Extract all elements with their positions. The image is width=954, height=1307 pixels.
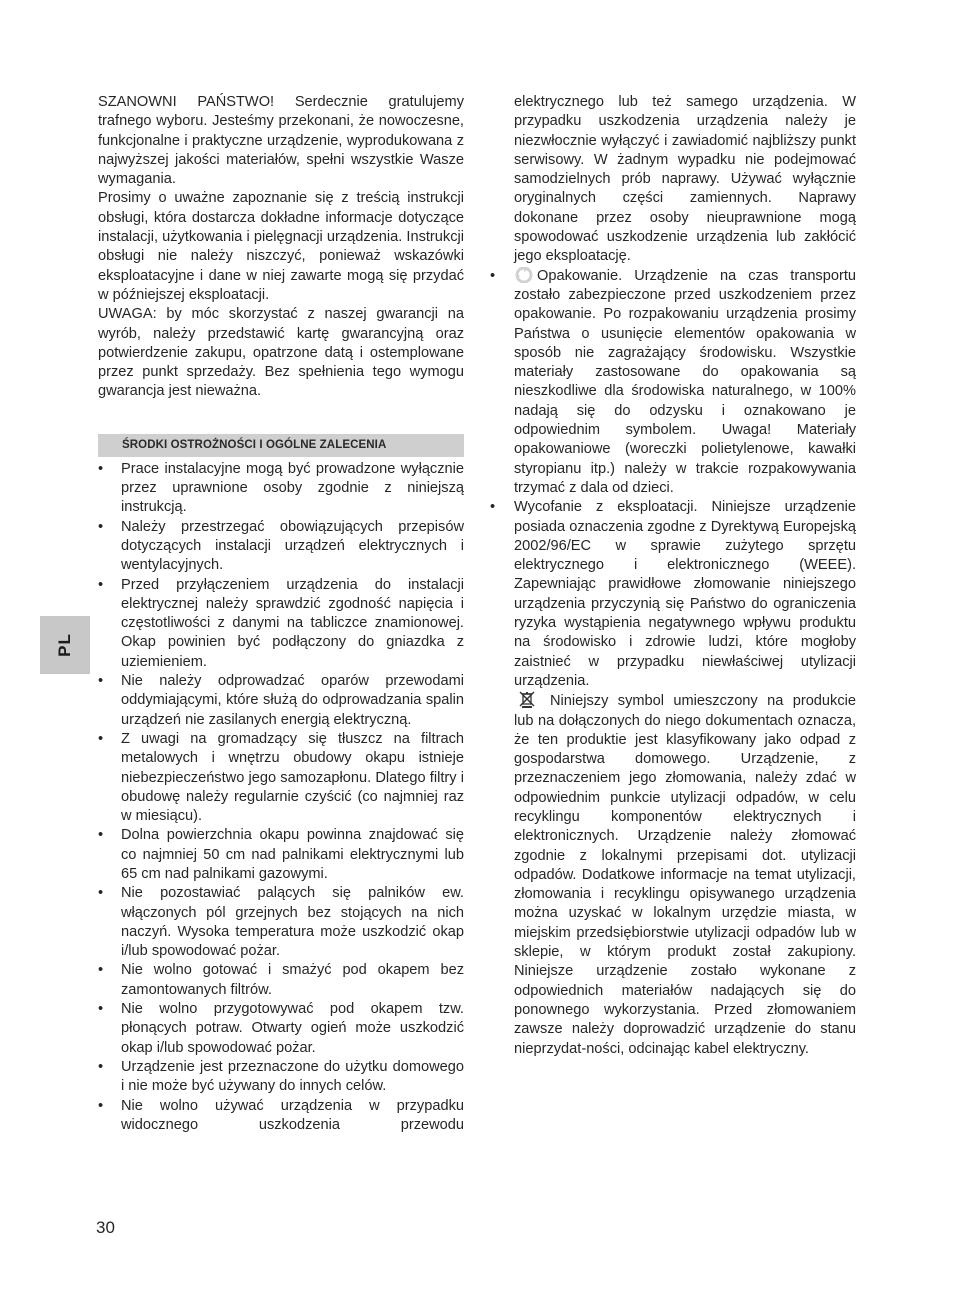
list-item: • Nie pozostawiać palących się palników ew. włączonych pól grzejnych bez stojących na nich naczyń. Wysoka temperatura może uszkodzić okap i/lub spowodować pożar.	[98, 884, 464, 961]
left-column	[98, 93, 464, 1135]
list-item: • Nie wolno przygotowywać pod okapem tzw. płonących potraw. Otwarty ogień może uszkodzić okap i/lub spowodować pożar.	[98, 1000, 464, 1058]
section-heading: ŚRODKI OSTROŻNOŚCI I OGÓLNE ZALECENIA	[98, 434, 464, 457]
safety-list	[98, 460, 464, 1135]
list-item: • Nie wolno używać urządzenia w przypadku widocznego uszkodzenia przewodu	[98, 1097, 464, 1136]
list-item: • Nie wolno gotować i smażyć pod okapem bez zamontowanych filtrów.	[98, 961, 464, 1000]
page-number: 30	[96, 1218, 115, 1237]
environment-list	[490, 267, 856, 1059]
disposal-text: Wycofanie z eksploatacji. Niniejsze urządzenie posiada oznaczenia zgodne z Dyrektywą Europejską 2002/96/EC w sprawie zużytego sprzętu elektrycznego i elektronicznego (WEEE). Zapewniając prawidłowe złomowanie niniejszego urządzenia przyczynią się Państwo do ograniczenia ryzyka wystąpienia negatywnego wpływu produktu na środowisko i zdrowie ludzi, które mogłoby zaistnieć w przypadku niewłaściwej utylizacji urządzenia.	[514, 499, 856, 689]
list-item: • Przed przyłączeniem urządzenia do instalacji elektrycznej należy sprawdzić zgodność napięcia i częstotliwości z danymi na tabliczce znamionowej. Okap powinien być podłączony do gniazdka z uziemieniem.	[98, 576, 464, 672]
list-item-disposal	[490, 498, 856, 1059]
list-item-packaging	[490, 267, 856, 499]
right-column	[490, 93, 856, 1059]
warranty-paragraph: UWAGA: by móc skorzystać z naszej gwarancji na wyrób, należy przedstawić kartę gwarancyjną oraz potwierdzenie zakupu, opatrzone datą i ostemplowane przez punkt sprzedaży. Bez spełnienia tego wymogu gwarancja jest nieważna.	[98, 306, 464, 400]
list-item: • Prace instalacyjne mogą być prowadzone wyłącznie przez uprawnione osoby zgodnie z niniejszą instrukcją.	[98, 460, 464, 518]
list-item: • Dolna powierzchnia okapu powinna znajdować się co najmniej 50 cm nad palnikami elektrycznymi lub 65 cm nad palnikami gazowymi.	[98, 826, 464, 884]
list-item: • Nie należy odprowadzać oparów przewodami oddymiającymi, które służą do odprowadzania spalin urządzeń nie zasilanych energią elektryczną.	[98, 672, 464, 730]
weee-paragraph	[514, 691, 856, 1059]
continuation-paragraph: elektrycznego lub też samego urządzenia. W przypadku uszkodzenia urządzenia należy je niezwłocznie wyłączyć i zawiadomić najbliższy punkt serwisowy. W żadnym wypadku nie podejmować samodzielnych prób naprawy. Używać wyłącznie oryginalnych części zamiennych. Naprawy dokonane przez osoby nieuprawnione mogą spowodować uszkodzenie urządzenia lub zakłócić jego eksploatację.	[514, 94, 856, 265]
intro-paragraph: Prosimy o uważne zapoznanie się z treścią instrukcji obsługi, która dostarcza dokładne informacje dotyczące instalacji, użytkowania i pielęgnacji urządzenia. Instrukcji obsługi nie należy niszczyć, ponieważ wskazówki eksploatacyjne i dane w niej zawarte mogą się przydać w późniejszej eksploatacji.	[98, 190, 464, 303]
recycle-icon	[514, 267, 534, 283]
packaging-text: Opakowanie. Urządzenie na czas transportu zostało zabezpieczone przed uszkodzeniem przez opakowanie. Po rozpakowaniu urządzenia prosimy Państwa o usunięcie elementów opakowania w sposób nie zagrażający środowisku. Wszystkie materiały zastosowane do opakowania są nieszkodliwe dla środowiska naturalnego, w 100% nadają się do odzysku i oznakowano je odpowiednim symbolem. Uwaga! Materiały opakowaniowe (woreczki polietylenowe, kawałki styropianu itp.) należy w trakcie rozpakowywania trzymać z dala od dzieci.	[514, 267, 856, 496]
intro-paragraph: SZANOWNI PAŃSTWO! Serdecznie gratulujemy trafnego wyboru. Jesteśmy przekonani, że nowoczesne, funkcjonalne i praktyczne urządzenie, wyprodukowana z najwyższej jakości materiałów, spełni wszystkie Wasze wymagania.	[98, 94, 464, 188]
list-item: • Należy przestrzegać obowiązujących przepisów dotyczących instalacji urządzeń elektrycznych i wentylacyjnych.	[98, 518, 464, 576]
language-tab	[40, 616, 90, 674]
list-item: • Urządzenie jest przeznaczone do użytku domowego i nie może być używany do innych celów.	[98, 1058, 464, 1097]
weee-text: Niniejszy symbol umieszczony na produkcie lub na dołączonych do niego dokumentach oznacza, że ten produktie jest klasyfikowany jako odpad z gospodarstwa domowego. Urządzenie, z przeznaczeniem jego złomowania, należy zdać w odpowiednim punkcie utylizacji odpadów, w celu recyklingu komponentów elektrycznych i elektronicznych. Urządzenie należy złomować zgodnie z lokalnymi przepisami dot. utylizacji odpadów. Dodatkowe informacje na temat utylizacji, złomowania i recyklingu opisywanego urządzenia można uzyskać w lokalnym urzędzie miasta, w miejskim przedsiębiorstwie utylizacji odpadów lub w sklepie, w którym produkt został zakupiony. Niniejsze urządzenie zostało wykonane z odpowiednich materiałów nadających się do ponownego wykorzystania. Przed złomowaniem zawsze należy doprowadzić urządzenie do stanu nieprzydat-ności, odcinając kabel elektryczny.	[514, 693, 856, 1057]
crossed-bin-icon	[518, 691, 536, 708]
list-item: • Z uwagi na gromadzący się tłuszcz na filtrach metalowych i wnętrzu obudowy okapu istnieje niebezpieczeństwo jego samozapłonu. Dlatego filtry i obudowę należy regularnie czyścić (co najmniej raz w miesiącu).	[98, 730, 464, 826]
language-label: PL	[55, 633, 74, 657]
